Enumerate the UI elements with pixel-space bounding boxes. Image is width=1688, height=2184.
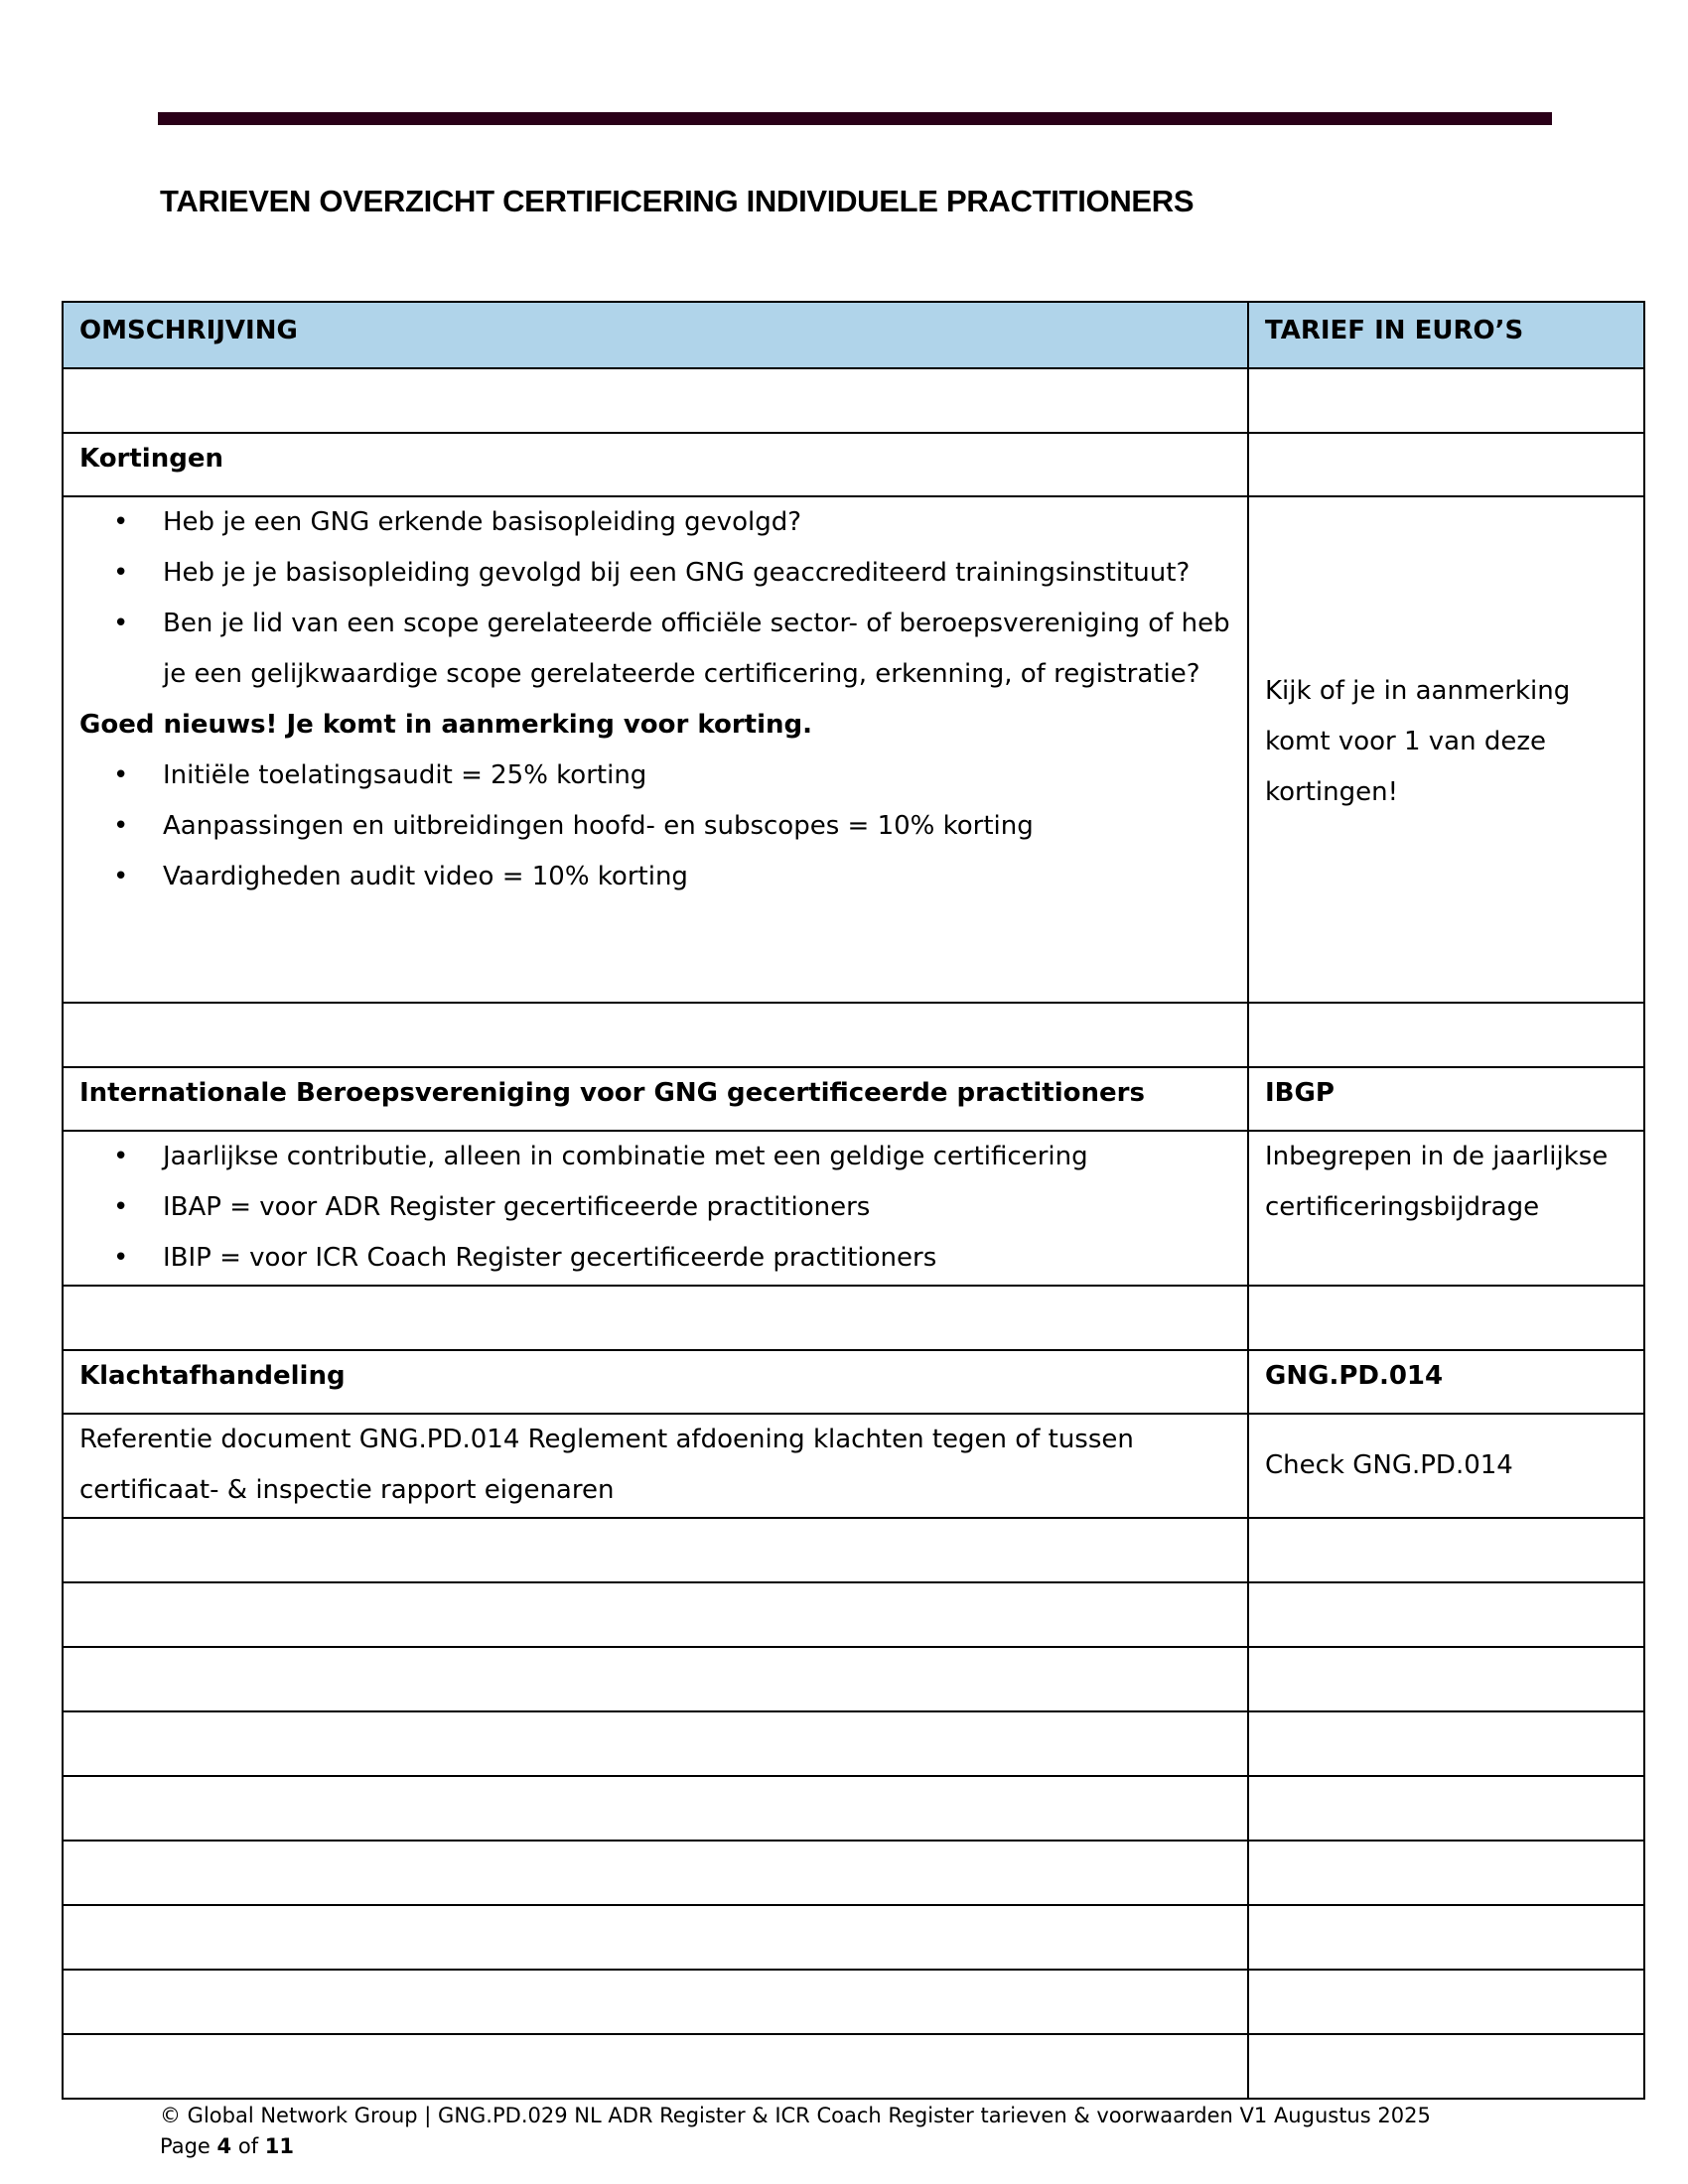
tariff-note: Kijk of je in aanmerking komt voor 1 van deze kortingen! [1248,496,1644,1003]
discount-list [79,751,1231,902]
list-item: • Aanpassingen en uitbreidingen hoofd- en subscopes = 10% korting [163,801,1231,852]
section-heading: Klachtafhandeling [63,1350,1248,1414]
section-code: GNG.PD.014 [1248,1350,1644,1414]
section-heading: Internationale Beroepsvereniging voor GNG gecertificeerde practitioners [63,1067,1248,1131]
page-footer [160,2101,1431,2162]
tariff-table [62,301,1645,2100]
table-row-empty [63,1003,1644,1067]
table-row-klacht-details [63,1414,1644,1518]
klacht-description: Referentie document GNG.PD.014 Reglement afdoening klachten tegen of tussen certificaat- & inspectie rapport eigenaren [63,1414,1248,1518]
table-row-empty [63,1905,1644,1970]
table-row-empty [63,1841,1644,1905]
list-item: • Initiële toelatingsaudit = 25% korting [163,751,1231,801]
page-title: TARIEVEN OVERZICHT CERTIFICERING INDIVIDUELE PRACTITIONERS [160,184,1195,218]
section-row-kortingen [63,433,1644,496]
header-divider-bar [158,112,1552,125]
list-item: • Vaardigheden audit video = 10% korting [163,852,1231,902]
table-row-empty [63,1776,1644,1841]
table-row-empty [63,1970,1644,2034]
footer-copyright: © Global Network Group | GNG.PD.029 NL ADR Register & ICR Coach Register tarieven & voorwaarden V1 Augustus 2025 [160,2104,1431,2127]
page-current: 4 [216,2134,232,2158]
section-code: IBGP [1248,1067,1644,1131]
column-header-description: OMSCHRIJVING [63,302,1248,368]
page-total: 11 [264,2134,295,2158]
question-list [79,497,1231,700]
list-item: • Jaarlijkse contributie, alleen in combinatie met een geldige certificering [163,1132,1231,1182]
list-item: • IBAP = voor ADR Register gecertificeerde practitioners [163,1182,1231,1233]
table-row-empty [63,1647,1644,1711]
table-row-kortingen-details [63,496,1644,1003]
table-header-row [63,302,1644,368]
table-row-ibgp-details [63,1131,1644,1286]
tariff-note: Inbegrepen in de jaarlijkse certificeringsbijdrage [1248,1131,1644,1286]
table-row-empty [63,1582,1644,1647]
list-item: • IBIP = voor ICR Coach Register gecertificeerde practitioners [163,1233,1231,1284]
table-row-empty [63,2034,1644,2099]
section-row-klachtafhandeling [63,1350,1644,1414]
table-row-empty [63,1711,1644,1776]
table-row-empty [63,1286,1644,1350]
tariff-note: Check GNG.PD.014 [1248,1414,1644,1518]
ibgp-list [79,1132,1231,1284]
list-item: • Heb je een GNG erkende basisopleiding gevolgd? [163,497,1231,548]
section-heading: Kortingen [63,433,1248,496]
table-row-empty [63,1518,1644,1582]
good-news-text: Goed nieuws! Je komt in aanmerking voor korting. [79,710,813,740]
list-item: • Heb je je basisopleiding gevolgd bij een GNG geaccrediteerd trainingsinstituut? [163,548,1231,599]
section-row-ibgp [63,1067,1644,1131]
table-row-empty [63,368,1644,433]
page-number: Page 4 of 11 [160,2134,295,2158]
column-header-tariff: TARIEF IN EURO’S [1248,302,1644,368]
list-item: • Ben je lid van een scope gerelateerde officiële sector- of beroepsvereniging of heb je een gelijkwaardige scope gerelateerde certificering, erkenning, of registratie? [163,599,1231,700]
